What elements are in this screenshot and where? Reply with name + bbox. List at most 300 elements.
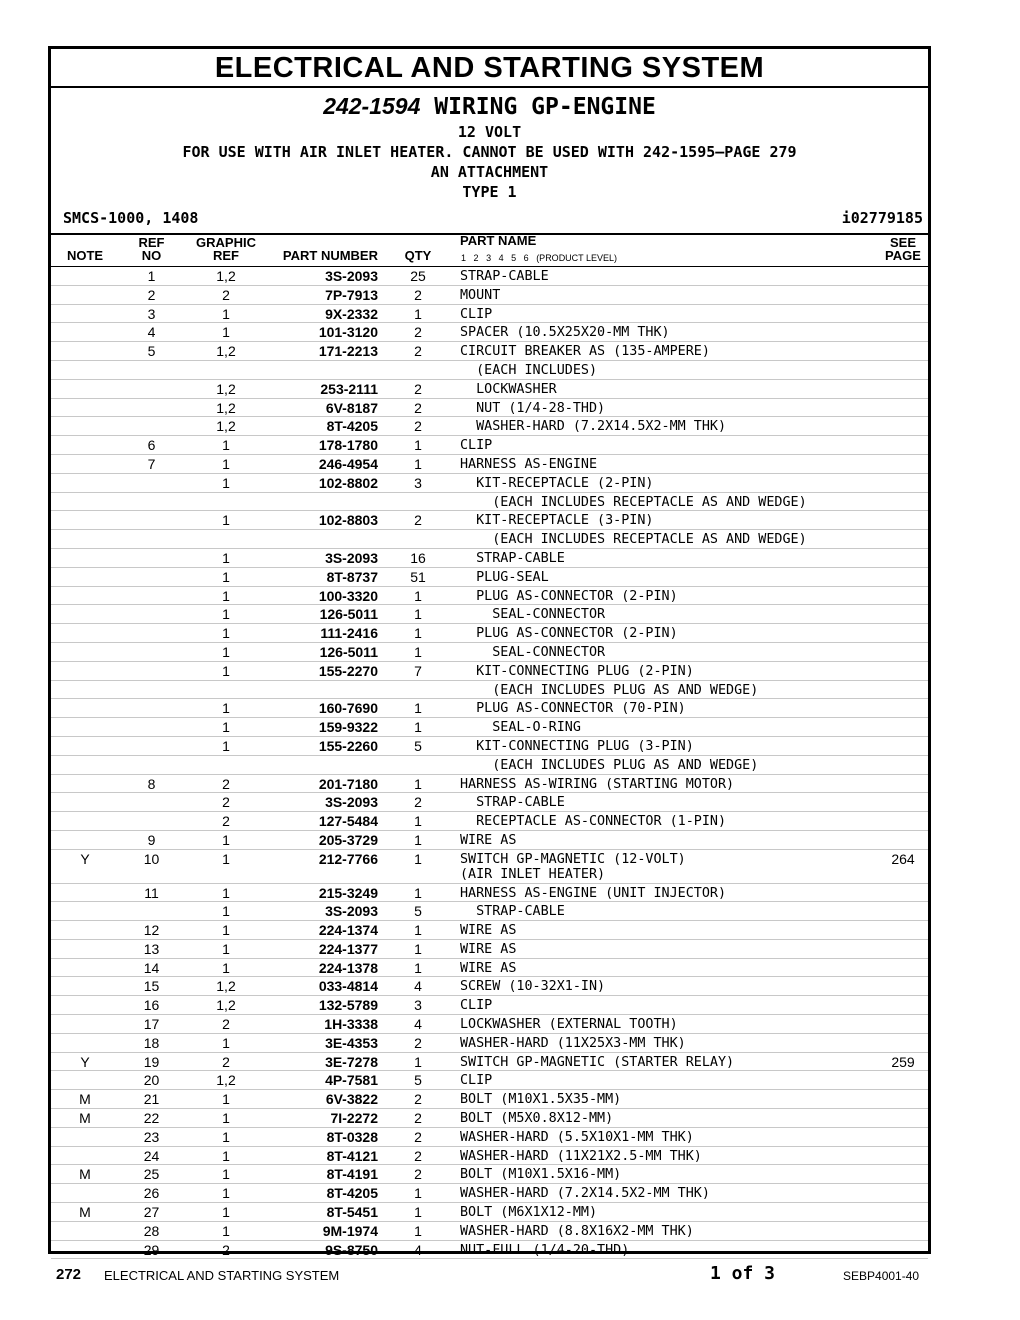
note-cell — [65, 996, 105, 1014]
note-cell — [65, 977, 105, 995]
part-number-cell — [276, 756, 378, 774]
graphic-ref-cell — [201, 493, 251, 511]
table-row — [51, 884, 928, 903]
note-cell — [65, 884, 105, 902]
table-row — [51, 1222, 928, 1241]
see-page-cell — [876, 737, 930, 755]
graphic-ref-cell: 1 — [222, 1147, 230, 1164]
ref-number-cell: 20 — [143, 1072, 160, 1089]
ref-number-cell — [134, 624, 169, 642]
see-page-cell — [876, 493, 930, 511]
note-cell — [65, 699, 105, 717]
part-number-cell: 7P-7913 — [325, 286, 378, 303]
part-number-cell: 3E-7278 — [325, 1053, 378, 1070]
page-footer — [0, 1262, 1020, 1292]
part-number-cell: 160-7690 — [318, 700, 378, 717]
part-name-cell: SEAL-O-RING — [460, 720, 581, 736]
see-page-cell — [876, 1109, 930, 1127]
note-cell — [65, 737, 105, 755]
document-id: SEBP4001-40 — [843, 1269, 920, 1283]
see-page-cell — [876, 699, 930, 717]
part-number-cell: 126-5011 — [319, 643, 378, 660]
part-number-cell: 4P-7581 — [325, 1072, 378, 1089]
part-name-cell: CLIP — [460, 306, 493, 322]
note-cell — [65, 902, 105, 920]
quantity-cell: 5 — [414, 903, 422, 920]
note-cell — [65, 775, 105, 793]
see-page-cell — [876, 1241, 930, 1259]
quantity-cell: 1 — [414, 922, 422, 939]
table-row — [51, 436, 928, 455]
note-cell — [65, 756, 105, 774]
ref-number-cell: 29 — [143, 1241, 160, 1258]
ref-number-cell — [134, 511, 169, 529]
see-page-cell — [876, 605, 930, 623]
part-name-cell: CLIP — [460, 438, 493, 454]
quantity-cell — [401, 756, 435, 774]
table-row — [51, 380, 928, 399]
col-header-ref-bottom: NO — [141, 248, 162, 263]
table-row — [51, 305, 928, 324]
part-name-cell: STRAP-CABLE — [460, 795, 565, 811]
note-cell — [65, 605, 105, 623]
part-number-cell: 8T-0328 — [326, 1128, 378, 1145]
part-name-cell: SPACER (10.5X25X20-MM THK) — [460, 325, 670, 341]
note-cell — [65, 718, 105, 736]
quantity-cell: 2 — [414, 512, 422, 529]
graphic-ref-cell: 1 — [222, 1166, 230, 1183]
note-cell — [65, 417, 105, 435]
part-name-cell: WIRE AS — [460, 923, 517, 939]
see-page-cell — [876, 417, 930, 435]
ref-number-cell: 1 — [147, 268, 156, 284]
part-name-cell: BOLT (M5X0.8X12-MM) — [460, 1111, 614, 1127]
part-name-cell: WIRE AS — [460, 832, 517, 848]
part-name-cell: (EACH INCLUDES RECEPTACLE AS AND WEDGE) — [460, 532, 807, 548]
graphic-ref-cell: 1,2 — [216, 399, 236, 416]
table-row — [51, 775, 928, 794]
subtitle-line: AN ATTACHMENT — [430, 163, 549, 181]
see-page-cell — [876, 1165, 930, 1183]
graphic-ref-cell: 1 — [222, 1185, 230, 1202]
graphic-ref-cell: 1 — [222, 850, 230, 867]
table-row — [51, 756, 928, 775]
table-row — [51, 530, 928, 549]
see-page-cell — [876, 793, 930, 811]
graphic-ref-cell — [201, 756, 251, 774]
ref-number-cell — [134, 493, 169, 511]
table-row — [51, 1053, 928, 1072]
quantity-cell: 2 — [414, 1034, 422, 1051]
table-row — [51, 605, 928, 624]
ref-number-cell: 19 — [143, 1053, 160, 1070]
quantity-cell: 16 — [410, 549, 426, 566]
part-number-cell: 127-5484 — [318, 813, 378, 830]
part-number-cell: 126-5011 — [319, 606, 378, 623]
see-page-cell — [876, 568, 930, 586]
graphic-ref-cell: 1 — [222, 1091, 230, 1108]
graphic-ref-cell: 1 — [222, 437, 230, 454]
quantity-cell: 7 — [414, 662, 422, 679]
table-row — [51, 812, 928, 831]
note-cell — [65, 474, 105, 492]
part-number-cell: 9M-1974 — [322, 1222, 378, 1239]
see-page-cell — [876, 305, 930, 323]
ref-number-cell: 21 — [143, 1091, 160, 1108]
part-number-cell: 205-3729 — [318, 831, 378, 848]
see-page-cell — [876, 1184, 930, 1202]
see-page-cell — [876, 1034, 930, 1052]
smcs-code: SMCS-1000, 1408 — [63, 209, 199, 227]
ref-number-cell: 8 — [147, 775, 156, 792]
note-cell — [65, 940, 105, 958]
graphic-ref-cell: 1 — [222, 719, 230, 736]
quantity-cell: 2 — [414, 418, 422, 435]
part-name-cell: RECEPTACLE AS-CONNECTOR (1-PIN) — [460, 814, 727, 830]
part-number-cell: 111-2416 — [320, 625, 378, 642]
graphic-ref-cell: 1,2 — [216, 978, 236, 995]
part-name-cell: WASHER-HARD (5.5X10X1-MM THK) — [460, 1129, 694, 1145]
part-name-cell: KIT-RECEPTACLE (2-PIN) — [460, 475, 654, 491]
part-number-cell: 3S-2093 — [325, 549, 378, 566]
quantity-cell: 4 — [414, 978, 422, 995]
graphic-ref-cell — [201, 681, 251, 699]
quantity-cell: 1 — [414, 700, 422, 717]
part-number-cell: 8T-4191 — [326, 1166, 378, 1183]
ref-number-cell — [134, 737, 169, 755]
quantity-cell: 1 — [414, 775, 422, 792]
see-page-cell — [876, 884, 930, 902]
table-row — [51, 831, 928, 850]
part-name-cell: KIT-CONNECTING PLUG (2-PIN) — [460, 663, 694, 679]
part-name-cell: BOLT (M10X1.5X16-MM) — [460, 1167, 622, 1183]
ref-number-cell — [134, 812, 169, 830]
graphic-ref-cell: 1 — [222, 884, 230, 901]
quantity-cell: 1 — [414, 437, 422, 454]
table-row — [51, 996, 928, 1015]
part-number-cell: 6V-3822 — [325, 1091, 378, 1108]
ref-number-cell — [134, 361, 169, 379]
part-number-cell: 3S-2093 — [325, 903, 378, 920]
note-cell — [65, 530, 105, 548]
ref-number-cell: 5 — [147, 343, 156, 360]
group-title — [51, 93, 928, 120]
part-number-cell: 7I-2272 — [330, 1110, 378, 1127]
quantity-cell — [401, 493, 435, 511]
see-page-cell — [876, 549, 930, 567]
part-name-cell: CIRCUIT BREAKER AS (135-AMPERE) — [460, 344, 710, 360]
subtitle-line: FOR USE WITH AIR INLET HEATER. CANNOT BE USED WITH 242-1595—PAGE 279 — [182, 143, 797, 161]
note-cell — [65, 1034, 105, 1052]
part-name-cell: WASHER-HARD (11X25X3-MM THK) — [460, 1035, 686, 1051]
ref-number-cell — [134, 681, 169, 699]
graphic-ref-cell: 2 — [222, 1016, 230, 1033]
col-header-part-name: PART NAME — [460, 233, 537, 248]
part-name-cell: WASHER-HARD (7.2X14.5X2-MM THK) — [460, 419, 727, 435]
part-name-cell: (EACH INCLUDES PLUG AS AND WEDGE) — [460, 757, 759, 773]
table-row — [51, 1184, 928, 1203]
part-number-cell: 246-4954 — [318, 455, 378, 472]
ref-number-cell: 27 — [143, 1204, 160, 1221]
quantity-cell: 1 — [414, 606, 422, 623]
ref-number-cell — [134, 699, 169, 717]
see-page-cell — [876, 1147, 930, 1165]
table-row — [51, 1128, 928, 1147]
ref-number-cell — [134, 718, 169, 736]
table-row — [51, 493, 928, 512]
ref-number-cell — [134, 417, 169, 435]
ref-number-cell: 24 — [143, 1147, 160, 1164]
see-page-cell — [876, 587, 930, 605]
table-row — [51, 850, 928, 884]
part-number-cell: 178-1780 — [318, 437, 378, 454]
table-row — [51, 643, 928, 662]
table-row — [51, 455, 928, 474]
part-number-cell: 132-5789 — [318, 997, 378, 1014]
col-header-ref-top: REF — [138, 235, 165, 250]
part-number-cell — [276, 681, 378, 699]
table-row — [51, 1034, 928, 1053]
part-name-cell: (EACH INCLUDES PLUG AS AND WEDGE) — [460, 682, 759, 698]
ref-number-cell: 28 — [143, 1222, 160, 1239]
table-row — [51, 1147, 928, 1166]
graphic-ref-cell: 1,2 — [216, 418, 236, 435]
part-name-cell: CLIP — [460, 1073, 493, 1089]
ref-number-cell: 16 — [143, 997, 160, 1014]
table-row — [51, 1241, 928, 1260]
table-row — [51, 399, 928, 418]
note-cell: M — [79, 1091, 91, 1108]
see-page-cell — [876, 455, 930, 473]
graphic-ref-cell: 1 — [222, 737, 230, 754]
col-header-part-number: PART NUMBER — [282, 248, 378, 263]
see-page-cell — [876, 342, 930, 360]
note-cell — [65, 493, 105, 511]
product-level: 2 — [473, 253, 479, 263]
quantity-cell: 1 — [414, 587, 422, 604]
quantity-cell: 1 — [414, 625, 422, 642]
ref-number-cell — [134, 549, 169, 567]
ref-number-cell: 2 — [147, 286, 156, 303]
part-number-cell: 033-4814 — [318, 978, 378, 995]
ref-number-cell: 9 — [147, 831, 156, 848]
see-page-cell — [876, 1128, 930, 1146]
quantity-cell: 1 — [414, 813, 422, 830]
ref-number-cell: 6 — [147, 437, 156, 454]
see-page-cell — [876, 436, 930, 454]
part-number-cell — [276, 530, 378, 548]
table-row — [51, 511, 928, 530]
ref-number-cell: 7 — [147, 455, 156, 472]
note-cell — [65, 643, 105, 661]
part-number-cell: 201-7180 — [318, 775, 378, 792]
graphic-ref-cell: 1 — [222, 959, 230, 976]
note-cell — [65, 831, 105, 849]
note-cell — [65, 1147, 105, 1165]
graphic-ref-cell: 1 — [222, 1110, 230, 1127]
ref-number-cell: 12 — [143, 922, 160, 939]
part-number-cell: 8T-5451 — [326, 1204, 378, 1221]
note-cell: M — [79, 1166, 91, 1183]
quantity-cell: 1 — [414, 305, 422, 322]
part-number-cell: 3S-2093 — [325, 794, 378, 811]
see-page-cell — [876, 1090, 930, 1108]
quantity-cell: 2 — [414, 1147, 422, 1164]
group-part-number: 242-1594 — [323, 93, 421, 119]
table-row — [51, 1109, 928, 1128]
note-cell — [65, 286, 105, 304]
note-cell — [65, 1128, 105, 1146]
see-page-cell — [876, 718, 930, 736]
part-number-cell: 101-3120 — [318, 324, 378, 341]
ref-number-cell — [134, 643, 169, 661]
table-row — [51, 474, 928, 493]
quantity-cell: 1 — [414, 1204, 422, 1221]
quantity-cell: 1 — [414, 455, 422, 472]
table-row — [51, 549, 928, 568]
quantity-cell: 1 — [414, 719, 422, 736]
see-page-cell — [876, 902, 930, 920]
ref-number-cell: 23 — [143, 1128, 160, 1145]
quantity-cell: 1 — [414, 959, 422, 976]
graphic-ref-cell: 1 — [222, 940, 230, 957]
graphic-ref-cell: 2 — [222, 775, 230, 792]
part-number-cell: 159-9322 — [318, 719, 378, 736]
quantity-cell: 1 — [414, 1222, 422, 1239]
graphic-ref-cell: 2 — [222, 794, 230, 811]
see-page-cell — [876, 474, 930, 492]
part-number-cell: 8T-4121 — [326, 1147, 378, 1164]
page-of-indicator: 1 of 3 — [710, 1263, 776, 1284]
part-name-cell: SWITCH GP-MAGNETIC (STARTER RELAY) — [460, 1054, 735, 1070]
see-page-cell — [876, 996, 930, 1014]
illustration-id: i02779185 — [841, 209, 923, 227]
part-name-cell: WASHER-HARD (11X21X2.5-MM THK) — [460, 1148, 702, 1164]
quantity-cell — [401, 530, 435, 548]
quantity-cell: 2 — [414, 1166, 422, 1183]
quantity-cell: 2 — [414, 794, 422, 811]
see-page-cell — [876, 977, 930, 995]
note-cell — [65, 323, 105, 341]
table-row — [51, 718, 928, 737]
part-number-cell: 9X-2332 — [325, 305, 378, 322]
graphic-ref-cell: 1 — [222, 1204, 230, 1221]
see-page-cell — [876, 530, 930, 548]
subtitle-line: 12 VOLT — [457, 123, 522, 141]
part-number-cell: 9S-8750 — [325, 1241, 378, 1258]
see-page-cell — [876, 681, 930, 699]
see-page-cell — [876, 756, 930, 774]
ref-number-cell — [134, 902, 169, 920]
see-page-cell — [876, 662, 930, 680]
table-row — [51, 737, 928, 756]
note-cell — [65, 305, 105, 323]
graphic-ref-cell: 1 — [222, 625, 230, 642]
graphic-ref-cell: 1 — [222, 922, 230, 939]
ref-number-cell: 10 — [143, 850, 160, 867]
graphic-ref-cell: 1 — [222, 305, 230, 322]
ref-number-cell — [134, 380, 169, 398]
table-row — [51, 361, 928, 380]
graphic-ref-cell: 1,2 — [216, 997, 236, 1014]
ref-number-cell — [134, 530, 169, 548]
subtitle-line: TYPE 1 — [462, 183, 517, 201]
graphic-ref-cell: 1 — [222, 1128, 230, 1145]
quantity-cell: 1 — [414, 940, 422, 957]
table-row — [51, 342, 928, 361]
note-cell: Y — [80, 850, 90, 867]
part-number-cell: 8T-8737 — [326, 568, 378, 585]
graphic-ref-cell: 1 — [222, 1222, 230, 1239]
note-cell: M — [79, 1204, 91, 1221]
table-row — [51, 417, 928, 436]
note-cell — [65, 399, 105, 417]
graphic-ref-cell: 1 — [222, 662, 230, 679]
ref-number-cell: 13 — [143, 940, 160, 957]
graphic-ref-cell — [201, 361, 251, 379]
table-row — [51, 959, 928, 978]
note-cell — [65, 681, 105, 699]
ref-number-cell — [134, 568, 169, 586]
table-row — [51, 267, 928, 286]
see-page-cell — [876, 1015, 930, 1033]
part-name-cell: KIT-RECEPTACLE (3-PIN) — [460, 513, 654, 529]
part-name-cell: CLIP — [460, 998, 493, 1014]
part-number-cell: 3S-2093 — [325, 268, 378, 284]
note-cell — [65, 455, 105, 473]
graphic-ref-cell — [201, 530, 251, 548]
graphic-ref-cell: 1,2 — [216, 268, 236, 284]
see-page-cell — [876, 921, 930, 939]
ref-number-cell: 26 — [143, 1185, 160, 1202]
table-row — [51, 940, 928, 959]
part-name-cell: PLUG AS-CONNECTOR (2-PIN) — [460, 626, 678, 642]
part-number-cell — [276, 493, 378, 511]
ref-number-cell — [134, 662, 169, 680]
see-page-cell — [876, 775, 930, 793]
part-name-cell: PLUG AS-CONNECTOR (70-PIN) — [460, 701, 686, 717]
quantity-cell: 2 — [414, 343, 422, 360]
see-page-cell — [876, 323, 930, 341]
group-name: WIRING GP-ENGINE — [434, 94, 656, 120]
quantity-cell: 1 — [414, 1053, 422, 1070]
quantity-cell: 4 — [414, 1016, 422, 1033]
see-page-cell: 264 — [891, 850, 915, 867]
quantity-cell: 1 — [414, 884, 422, 901]
part-number-cell: 8T-4205 — [326, 1185, 378, 1202]
graphic-ref-cell: 2 — [222, 813, 230, 830]
quantity-cell: 2 — [414, 1110, 422, 1127]
graphic-ref-cell: 1 — [222, 587, 230, 604]
part-name-cell: STRAP-CABLE — [460, 904, 565, 920]
graphic-ref-cell: 1 — [222, 568, 230, 585]
ref-number-cell — [134, 474, 169, 492]
part-name-cell: HARNESS AS-ENGINE — [460, 456, 598, 472]
part-name-cell: SEAL-CONNECTOR — [460, 644, 606, 660]
part-name-cell: WIRE AS — [460, 960, 517, 976]
product-level: 3 — [486, 253, 492, 263]
quantity-cell: 2 — [414, 324, 422, 341]
parts-list-frame — [48, 46, 931, 1258]
ref-number-cell: 15 — [143, 978, 160, 995]
see-page-cell — [876, 380, 930, 398]
table-row — [51, 1090, 928, 1109]
ref-number-cell — [134, 587, 169, 605]
part-name-cell: HARNESS AS-ENGINE (UNIT INJECTOR) — [460, 885, 727, 901]
graphic-ref-cell: 1 — [222, 549, 230, 566]
see-page-cell — [876, 1071, 930, 1089]
note-cell — [65, 511, 105, 529]
